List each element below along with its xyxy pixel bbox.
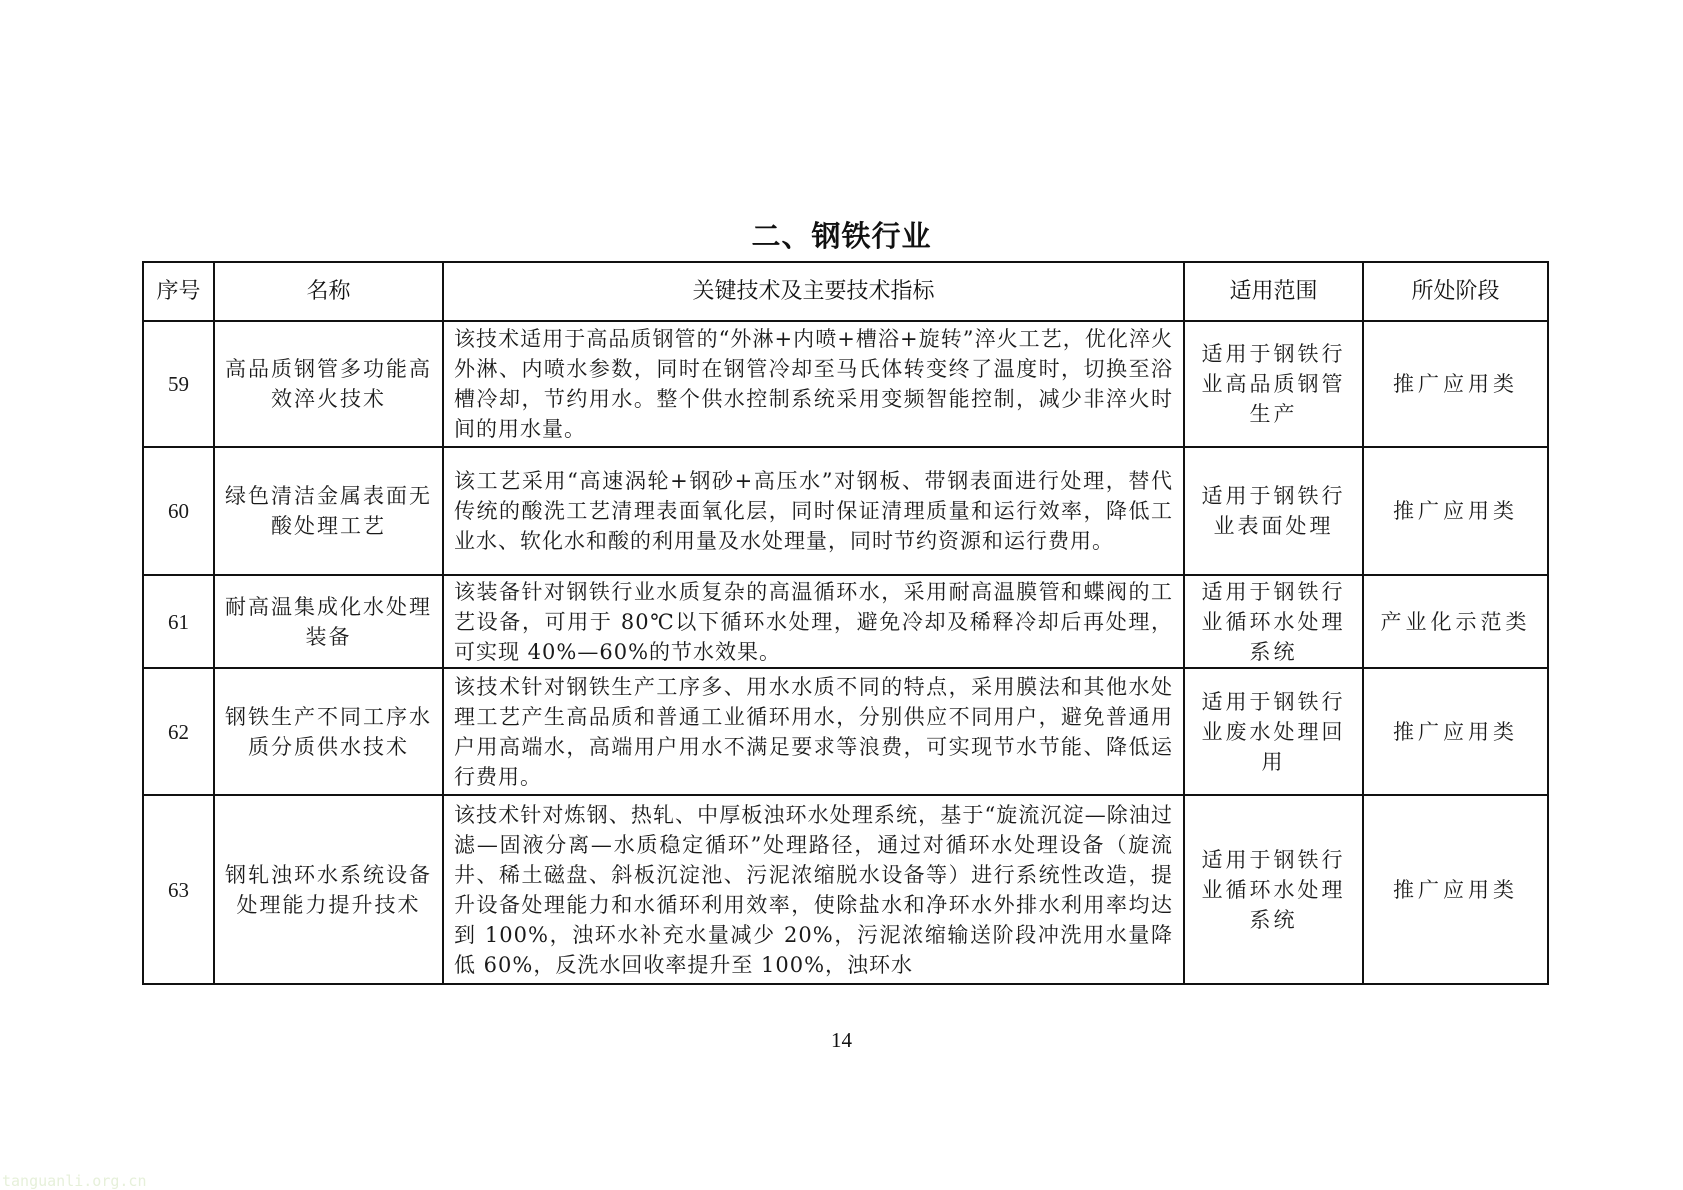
table-row bbox=[143, 447, 1548, 575]
table-row bbox=[143, 321, 1548, 447]
technology-table bbox=[142, 261, 1549, 985]
section-title: 二、钢铁行业 bbox=[751, 219, 932, 253]
table-row bbox=[143, 795, 1548, 984]
row-description: 该技术适用于高品质钢管的“外淋+内喷+槽浴+旋转”淬火工艺，优化淬火外淋、内喷水参数，同时在钢管冷却至马氏体转变终了温度时，切换至浴槽冷却，节约用水。整个供水控制系统采用变频智能控制，减少非淬火时间的用水量。 bbox=[443, 321, 1184, 447]
row-name: 高品质钢管多功能高效淬火技术 bbox=[214, 321, 443, 447]
row-stage: 推广应用类 bbox=[1363, 668, 1548, 795]
header-stage: 所处阶段 bbox=[1363, 262, 1548, 321]
header-name: 名称 bbox=[214, 262, 443, 321]
row-scope: 适用于钢铁行业高品质钢管生产 bbox=[1184, 321, 1363, 447]
row-serial: 59 bbox=[143, 321, 214, 447]
row-serial: 61 bbox=[143, 575, 214, 668]
row-scope: 适用于钢铁行业表面处理 bbox=[1184, 447, 1363, 575]
row-name: 耐高温集成化水处理装备 bbox=[214, 575, 443, 668]
row-description: 该技术针对炼钢、热轧、中厚板浊环水处理系统，基于“旋流沉淀—除油过滤—固液分离—水质稳定循环”处理路径，通过对循环水处理设备（旋流井、稀土磁盘、斜板沉淀池、污泥浓缩脱水设备等）进行系统性改造，提升设备处理能力和水循环利用效率，使除盐水和净环水外排水利用率均达到 100%，浊环水补充水量减少 20%，污泥浓缩输送阶段冲洗用水量降低 60%，反洗水回收率提升至 100%，浊环水 bbox=[443, 795, 1184, 984]
page-number: 14 bbox=[831, 1028, 852, 1052]
row-description: 该装备针对钢铁行业水质复杂的高温循环水，采用耐高温膜管和蝶阀的工艺设备，可用于 80℃以下循环水处理，避免冷却及稀释冷却后再处理，可实现 40%—60%的节水效果。 bbox=[443, 575, 1184, 668]
header-key-technology: 关键技术及主要技术指标 bbox=[443, 262, 1184, 321]
row-name: 钢铁生产不同工序水质分质供水技术 bbox=[214, 668, 443, 795]
row-serial: 60 bbox=[143, 447, 214, 575]
table-header-row bbox=[143, 262, 1548, 321]
row-stage: 推广应用类 bbox=[1363, 795, 1548, 984]
row-stage: 产业化示范类 bbox=[1363, 575, 1548, 668]
row-serial: 63 bbox=[143, 795, 214, 984]
row-serial: 62 bbox=[143, 668, 214, 795]
row-scope: 适用于钢铁行业废水处理回用 bbox=[1184, 668, 1363, 795]
watermark: tanguanli.org.cn bbox=[2, 1172, 147, 1190]
row-stage: 推广应用类 bbox=[1363, 447, 1548, 575]
row-description: 该技术针对钢铁生产工序多、用水水质不同的特点，采用膜法和其他水处理工艺产生高品质和普通工业循环用水，分别供应不同用户，避免普通用户用高端水，高端用户用水不满足要求等浪费，可实现节水节能、降低运行费用。 bbox=[443, 668, 1184, 795]
table-row bbox=[143, 668, 1548, 795]
header-serial: 序号 bbox=[143, 262, 214, 321]
row-name: 绿色清洁金属表面无酸处理工艺 bbox=[214, 447, 443, 575]
row-stage: 推广应用类 bbox=[1363, 321, 1548, 447]
row-scope: 适用于钢铁行业循环水处理系统 bbox=[1184, 575, 1363, 668]
table-row bbox=[143, 575, 1548, 668]
row-name: 钢轧浊环水系统设备处理能力提升技术 bbox=[214, 795, 443, 984]
header-scope: 适用范围 bbox=[1184, 262, 1363, 321]
row-scope: 适用于钢铁行业循环水处理系统 bbox=[1184, 795, 1363, 984]
row-description: 该工艺采用“高速涡轮+钢砂+高压水”对钢板、带钢表面进行处理，替代传统的酸洗工艺清理表面氧化层，同时保证清理质量和运行效率，降低工业水、软化水和酸的利用量及水处理量，同时节约资源和运行费用。 bbox=[443, 447, 1184, 575]
